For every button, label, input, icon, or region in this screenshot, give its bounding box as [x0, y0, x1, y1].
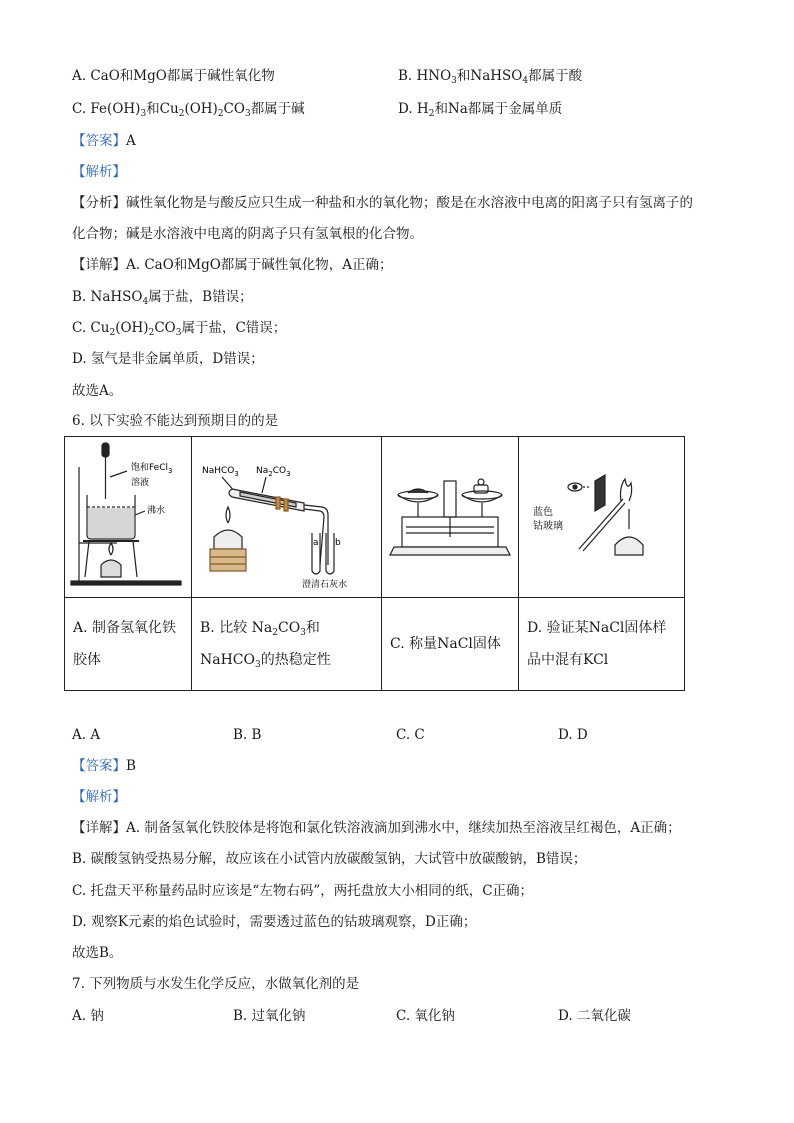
- q7-stem: 7. 下列物质与水发生化学反应，水做氧化剂的是: [72, 976, 360, 992]
- q5-analysis-1: 【分析】碱性氧化物是与酸反应只生成一种盐和水的氧化物；酸是在水溶液中电离的阳离子只有氢离子的: [72, 195, 693, 211]
- q7-choice-c: C. 氧化钠: [396, 1008, 455, 1024]
- experiment-table: [64, 436, 685, 691]
- figure-b-cell: [192, 437, 382, 598]
- q5-jiexi-tag: 【解析】: [72, 164, 126, 180]
- q6-choice-b: B. B: [233, 727, 262, 743]
- q6-jiexi-tag: 【解析】: [72, 789, 126, 805]
- q6-detail-a: 【详解】A. 制备氢氧化铁胶体是将饱和氯化铁溶液滴加到沸水中，继续加热至溶液呈红褐色，A正确；: [72, 820, 681, 836]
- fig-d-label-blue: 蓝色: [533, 507, 553, 518]
- caption-a: A. 制备氢氧化铁 胶体: [65, 598, 192, 691]
- fig-a-label-fecl3: 饱和FeCl$_3$: [131, 463, 173, 475]
- caption-d: D. 验证某NaCl固体样 品中混有KCl: [519, 598, 685, 691]
- q5-option-a: A. CaO和MgO都属于碱性氧化物: [72, 68, 275, 84]
- q5-conclusion: 故选A。: [72, 383, 123, 399]
- ferric-hydroxide-colloid-apparatus: [65, 437, 191, 593]
- flame-test-figure: [519, 437, 684, 593]
- q5-detail-b: B. NaHSO$_4$属于盐，B错误；: [72, 289, 253, 307]
- fig-a-label-solution: 溶液: [131, 478, 150, 488]
- fig-d-label-cobalt-glass: 钴玻璃: [533, 521, 563, 532]
- caption-b: B. 比较 $Na_2CO_3$和 NaHCO$_3$的热稳定性: [192, 598, 382, 691]
- q6-answer: 【答案】B: [72, 758, 136, 774]
- q6-choice-d: D. D: [558, 727, 588, 743]
- q7-choice-b: B. 过氧化钠: [233, 1008, 306, 1024]
- q5-option-b: B. $HNO_3$和NaHSO$_4$都属于酸: [398, 68, 583, 86]
- q5-option-c: C. $Fe(OH)_3$和$Cu_2(OH)_2CO_3$都属于碱: [72, 101, 305, 119]
- q6-detail-b: B. 碳酸氢钠受热易分解，故应该在小试管内放碳酸氢钠，大试管中放碳酸钠，B错误；: [72, 851, 587, 867]
- q5-detail-c: C. $Cu_2(OH)_2CO_3$属于盐，C错误；: [72, 320, 287, 338]
- fig-b-label-limewater: 澄清石灰水: [302, 580, 348, 590]
- figure-d-cell: [519, 437, 685, 598]
- figure-c-cell: [382, 437, 519, 598]
- caption-c: C. 称量NaCl固体: [382, 598, 519, 691]
- fig-b-label-a: a: [313, 538, 319, 548]
- thermal-stability-apparatus: [192, 437, 381, 593]
- q5-detail-d: D. 氢气是非金属单质，D错误；: [72, 351, 264, 367]
- q6-detail-d: D. 观察K元素的焰色试验时，需要透过蓝色的钴玻璃观察，D正确；: [72, 914, 477, 930]
- q5-answer: 【答案】A: [72, 133, 136, 149]
- balance-scale-figure: [382, 437, 518, 593]
- q6-stem: 6. 以下实验不能达到预期目的的是: [72, 413, 279, 429]
- q6-choice-a: A. A: [72, 727, 101, 743]
- q6-conclusion: 故选B。: [72, 945, 123, 961]
- q7-choice-a: A. 钠: [72, 1008, 104, 1024]
- q5-analysis-2: 化合物；碱是水溶液中电离的阴离子只有氢氧根的化合物。: [72, 226, 423, 242]
- fig-b-label-b: b: [335, 538, 341, 548]
- fig-b-label-na2co3: $Na_2CO_3$: [256, 466, 291, 478]
- fig-a-label-boiling-water: 沸水: [147, 506, 166, 516]
- q5-option-d: D. $H_2$和Na都属于金属单质: [398, 101, 563, 119]
- q6-detail-c: C. 托盘天平称量药品时应该是“左物右码”，两托盘放大小相同的纸，C正确；: [72, 883, 534, 899]
- q5-detail-a: 【详解】A. CaO和MgO都属于碱性氧化物，A正确；: [72, 257, 393, 273]
- figure-a-cell: [65, 437, 192, 598]
- q6-choice-c: C. C: [396, 727, 425, 743]
- fig-b-label-nahco3: NaHCO$_3$: [202, 466, 239, 478]
- q7-choice-d: D. 二氧化碳: [558, 1008, 631, 1024]
